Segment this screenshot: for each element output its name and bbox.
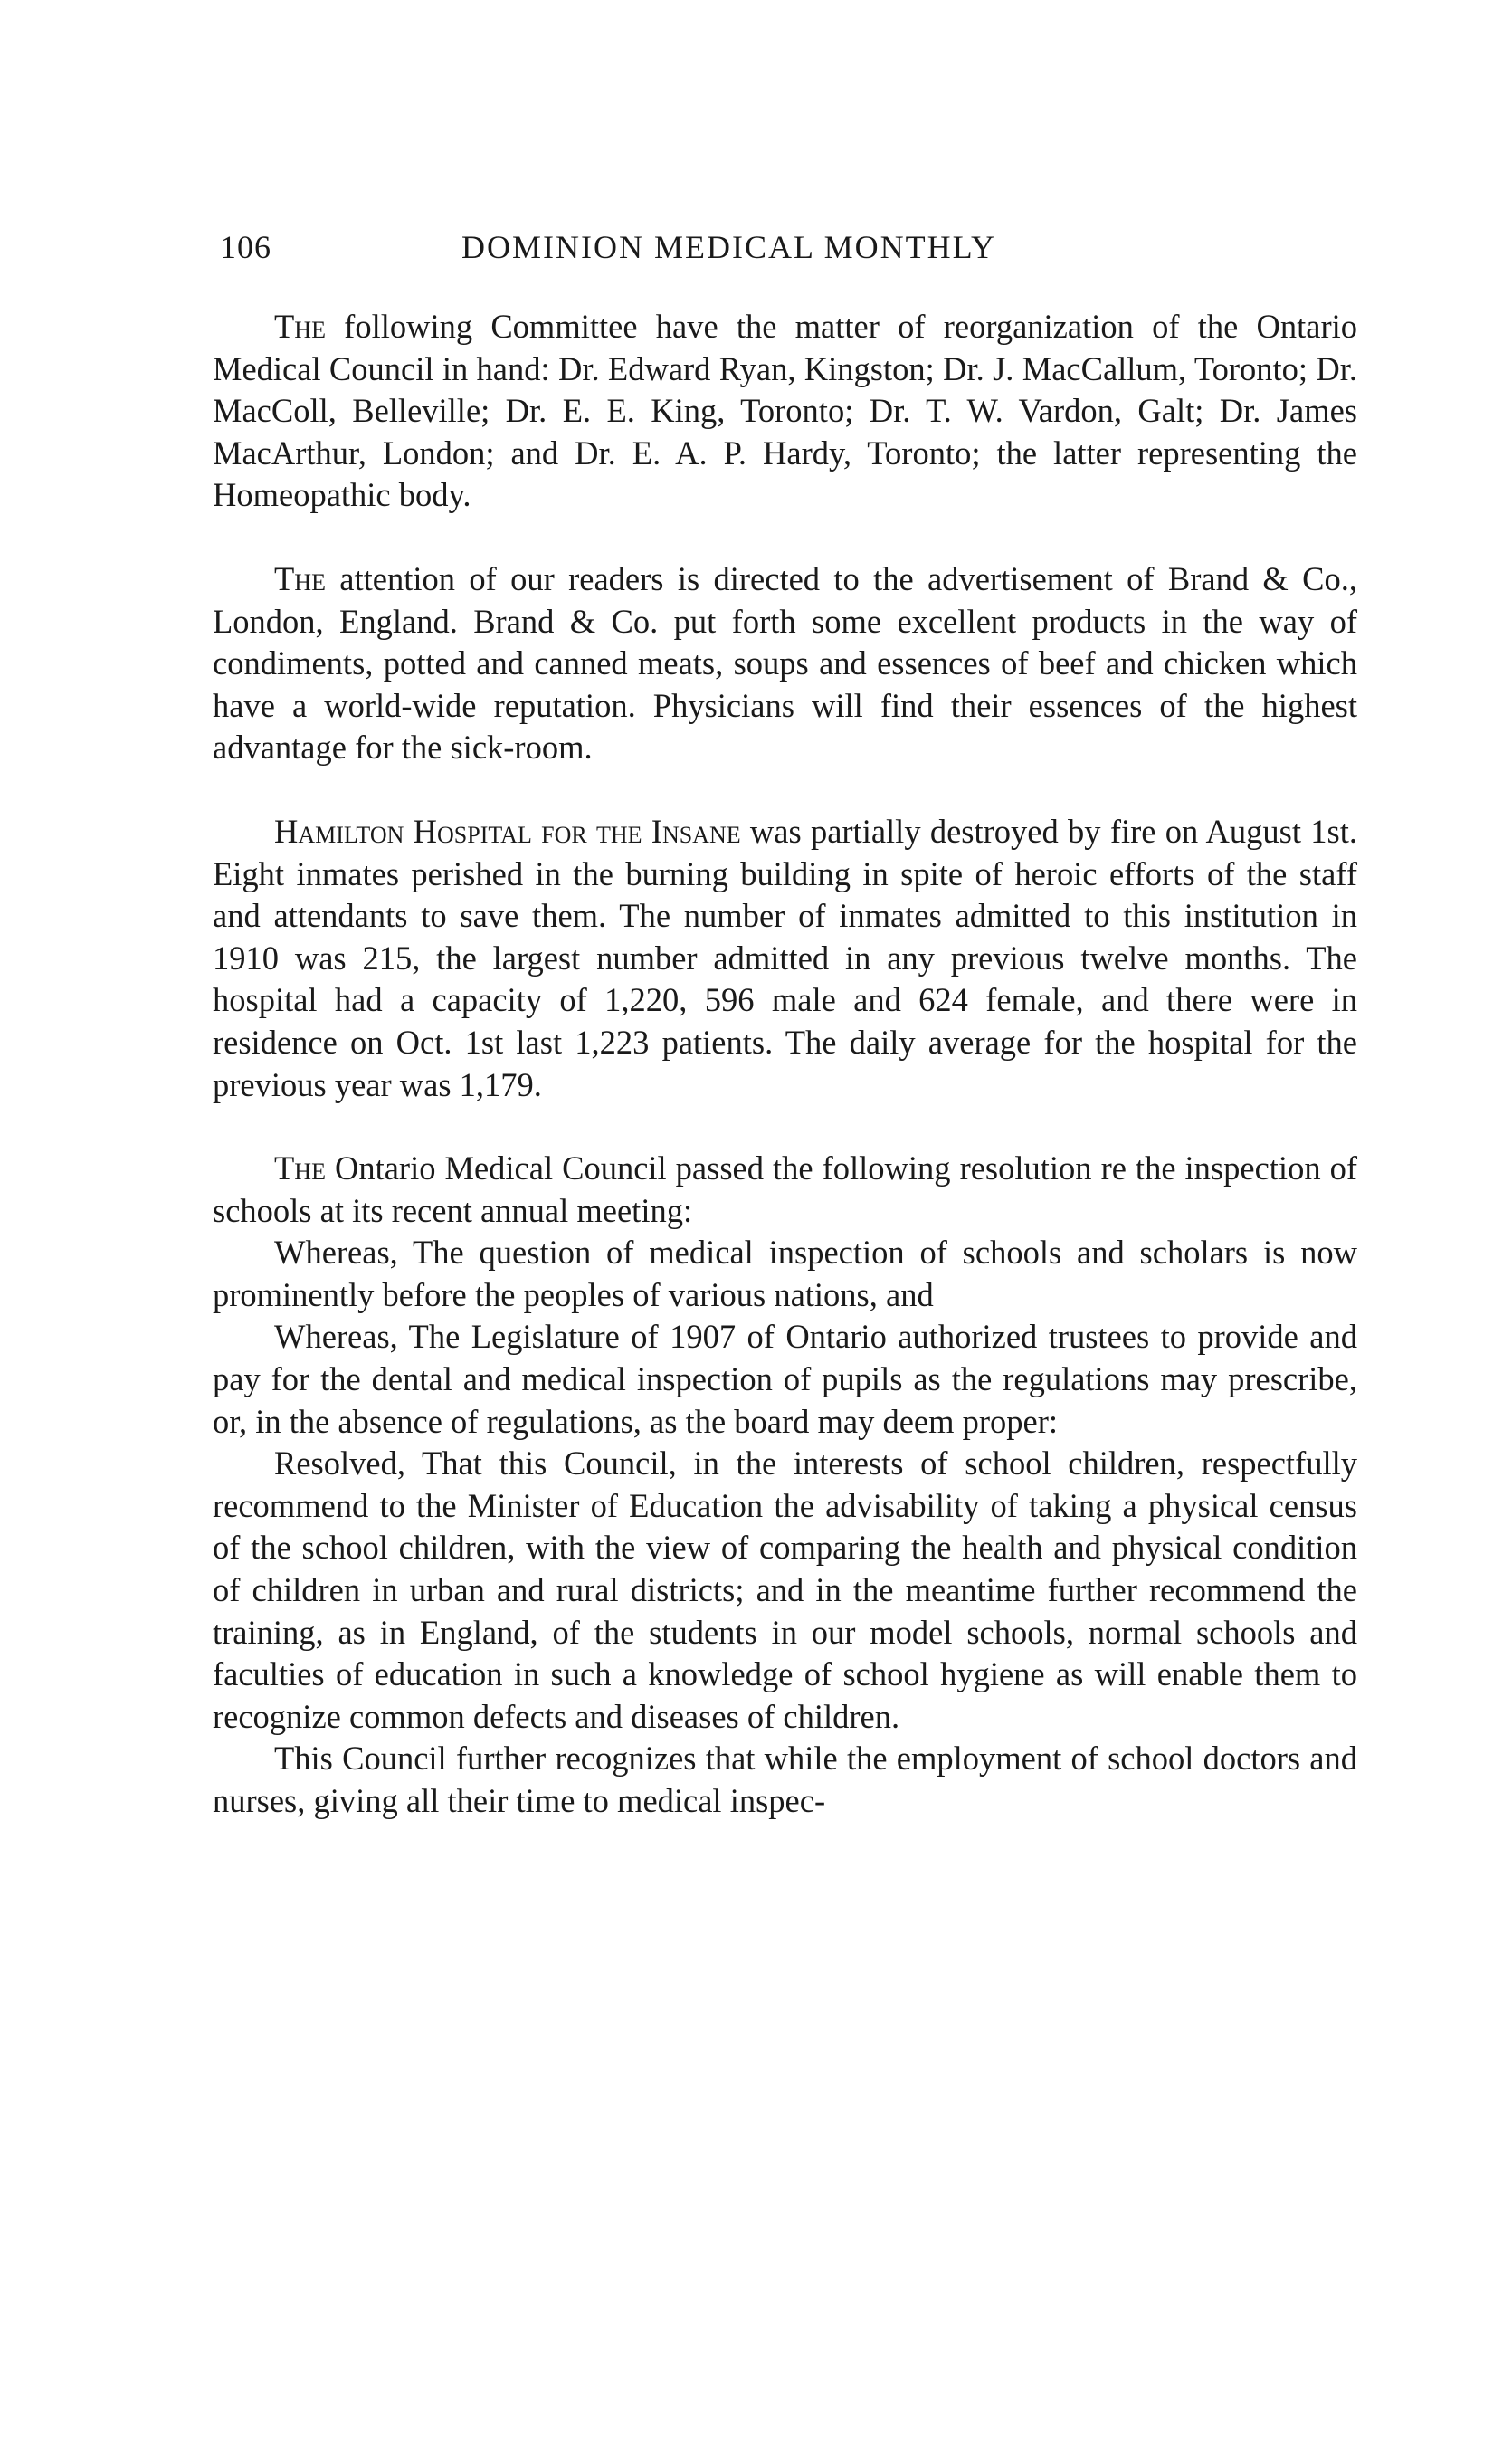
page-number: 106 xyxy=(220,229,271,265)
paragraph-committee xyxy=(213,306,1357,517)
paragraph-lead: Hamilton Hospital for the Insane xyxy=(274,812,741,850)
paragraph-text: attention of our readers is directed to the advertisement of Brand & Co., London, England. Brand & Co. put forth some excellent products in the way of condiments, potted and canned meats, soups and essences of beef and chicken which have a world-wide reputation. Physicians will find their essences of the highest advantage for the sick-room. xyxy=(213,559,1357,767)
paragraph-text: Whereas, The question of medical inspection of schools and scholars is now prominently before the peoples of various nations, and xyxy=(213,1234,1357,1313)
paragraph-text: was partially destroyed by fire on August 1st. Eight inmates perished in the burning building in spite of heroic efforts of the staff and attendants to save them. The number of inmates admitted to this institution in 1910 was 215, the largest number admitted in any previous twelve months. The hospital had a capacity of 1,220, 596 male and 624 female, and there were in residence on Oct. 1st last 1,223 patients. The daily average for the hospital for the previous year was 1,179. xyxy=(213,812,1357,1103)
paragraph-lead: The xyxy=(274,308,326,345)
paragraph-hamilton-hospital xyxy=(213,811,1357,1106)
paragraph-council-further xyxy=(213,1738,1357,1822)
paragraph-council-resolution xyxy=(213,1148,1357,1232)
paragraph-whereas-legislature xyxy=(213,1316,1357,1443)
article-body xyxy=(213,306,1357,1823)
page-header xyxy=(220,228,1362,273)
paragraph-text: following Committee have the matter of reorganization of the Ontario Medical Council in hand: Dr. Edward Ryan, Kingston; Dr. J. MacCallum, Toronto; Dr. MacColl, Belleville; Dr. E. E. King, Toronto; Dr. T. W. Vardon, Galt; Dr. James MacArthur, London; and Dr. E. A. P. Hardy, Toronto; the latter representing the Homeopathic body. xyxy=(213,308,1357,514)
paragraph-text: Resolved, That this Council, in the interests of school children, respectfully recommend to the Minister of Education the advisability of taking a physical census of the school children, with the view of comparing the health and physical condition of children in urban and rural districts; and in the meantime further recommend the training, as in England, of the students in our model schools, normal schools and faculties of education in such a knowledge of school hygiene as will enable them to recognize common defects and diseases of children. xyxy=(213,1445,1357,1735)
paragraph-whereas-question xyxy=(213,1232,1357,1316)
paragraph-resolved xyxy=(213,1443,1357,1738)
paragraph-brand-advertisement xyxy=(213,558,1357,769)
paragraph-text: Ontario Medical Council passed the following resolution re the inspection of schools at its recent annual meeting: xyxy=(213,1149,1357,1229)
paragraph-lead: The xyxy=(274,559,326,597)
paragraph-text: Whereas, The Legislature of 1907 of Ontario authorized trustees to provide and pay for the dental and medical inspection of pupils as the regulations may prescribe, or, in the absence of regulations, as the board may deem proper: xyxy=(213,1318,1357,1440)
running-title: DOMINION MEDICAL MONTHLY xyxy=(461,229,997,265)
paragraph-lead: The xyxy=(274,1149,326,1187)
paragraph-text: This Council further recognizes that while the employment of school doctors and nurses, giving all their time to medical inspec- xyxy=(213,1740,1357,1819)
